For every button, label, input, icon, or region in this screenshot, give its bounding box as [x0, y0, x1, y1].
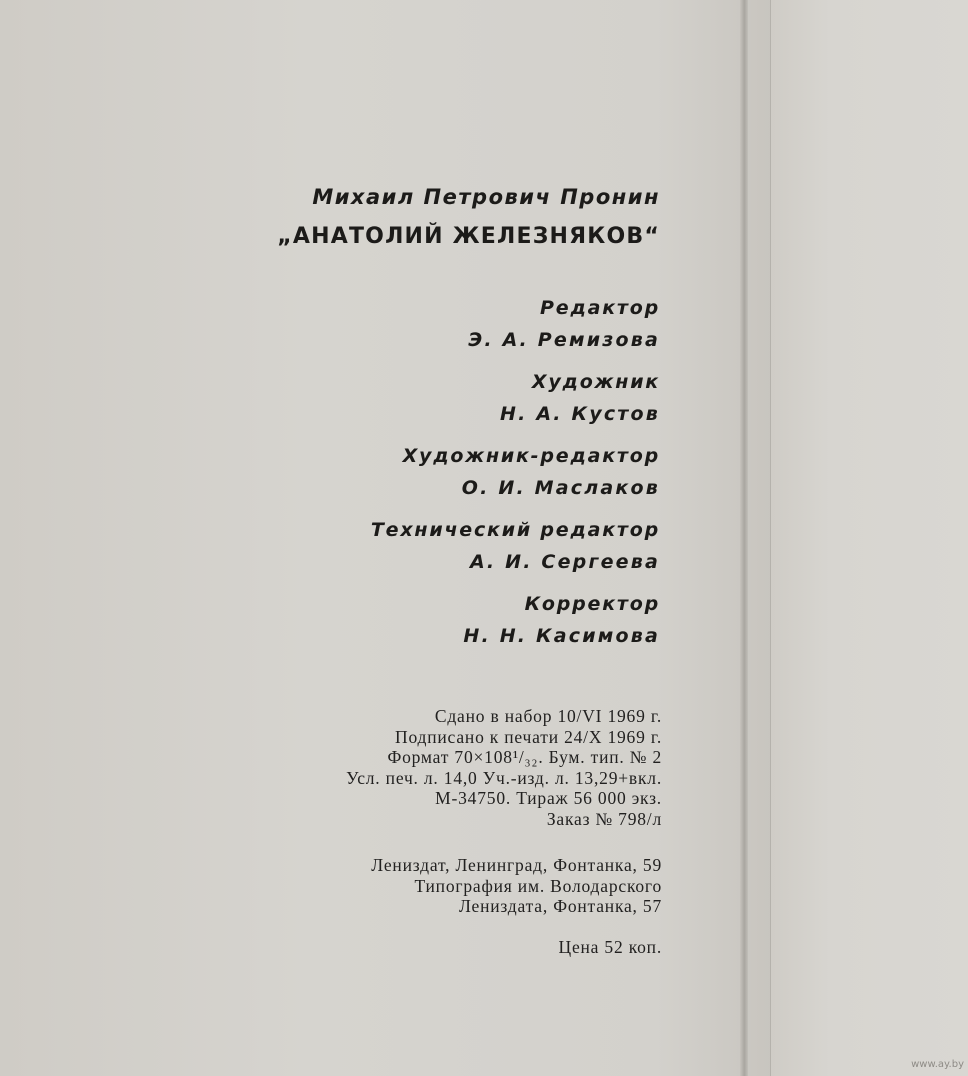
price: Цена 52 коп. [558, 936, 662, 957]
name-technical-editor: А. И. Сергеева [469, 551, 660, 573]
name-art-editor: О. И. Маслаков [461, 477, 660, 499]
imprint-line: Сдано в набор 10/VI 1969 г. [434, 706, 662, 726]
credits-block [160, 180, 660, 662]
publisher-line: Лениздат, Ленинград, Фонтанка, 59 [371, 855, 662, 875]
role-art-editor: Художник-редактор [402, 445, 660, 467]
author-name: Михаил Петрович Пронин [312, 185, 660, 209]
opposite-page [770, 0, 968, 1076]
imprint-line: Заказ № 798/л [546, 808, 662, 829]
role-proofreader: Корректор [524, 593, 660, 615]
imprint-block [142, 706, 662, 957]
name-artist: Н. А. Кустов [500, 403, 660, 425]
role-editor: Редактор [540, 297, 660, 319]
name-editor: Э. А. Ремизова [468, 329, 660, 351]
book-title: „АНАТОЛИЙ ЖЕЛЕЗНЯКОВ“ [277, 224, 660, 249]
imprint-line: М-34750. Тираж 56 000 экз. [435, 788, 662, 808]
role-artist: Художник [531, 371, 660, 393]
role-technical-editor: Технический редактор [370, 519, 660, 541]
watermark: www.ay.by [911, 1059, 964, 1070]
imprint-line: Подписано к печати 24/X 1969 г. [395, 726, 662, 747]
book-gutter [740, 0, 748, 1076]
publisher-line: Типография им. Володарского [414, 875, 662, 896]
name-proofreader: Н. Н. Касимова [463, 625, 660, 647]
imprint-line: Формат 70×108¹/₃₂. Бум. тип. № 2 [387, 747, 662, 767]
publisher-line: Лениздата, Фонтанка, 57 [458, 896, 662, 916]
imprint-line: Усл. печ. л. 14,0 Уч.-изд. л. 13,29+вкл. [346, 767, 662, 788]
